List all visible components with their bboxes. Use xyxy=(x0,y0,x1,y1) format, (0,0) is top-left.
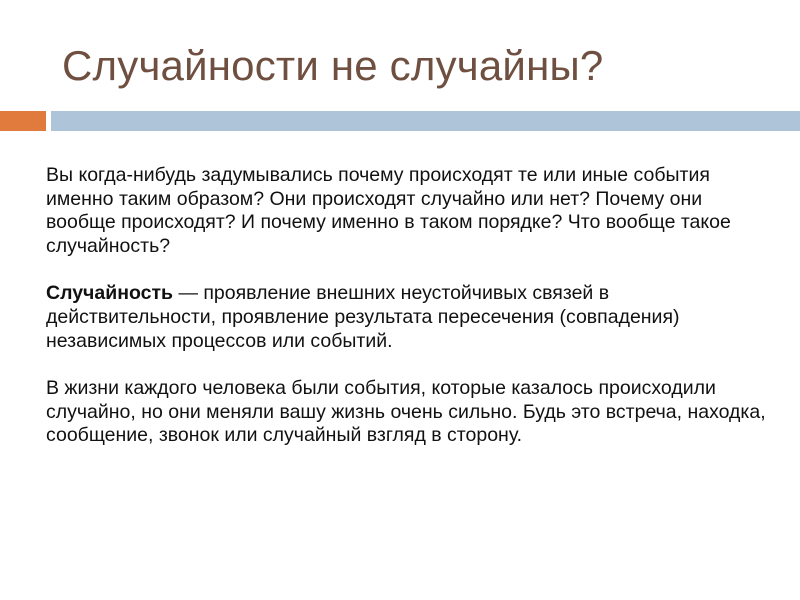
slide-title: Случайности не случайны? xyxy=(62,42,604,89)
paragraph-definition xyxy=(46,282,776,353)
paragraph-intro: Вы когда-нибудь задумывались почему происходят те или иные события именно таким образом? Они происходят случайно или нет? Почему они вообще происходят? И почему именно в таком порядке? Что вообще такое случайность? xyxy=(46,164,731,257)
title-accent-bar xyxy=(0,111,46,131)
paragraph-life-events: В жизни каждого человека были события, которые казалось происходили случайно, но они меняли вашу жизнь очень сильно. Будь это встреча, находка, сообщение, звонок или случайный взгляд в сторону. xyxy=(46,377,766,447)
definition-term: Случайность xyxy=(46,282,174,305)
slide-body xyxy=(46,164,776,472)
title-divider-band xyxy=(51,111,800,131)
definition-text: — проявление внешних неустойчивых связей в действительности, проявление результата пересечения (совпадения) независимых процессов или событий. xyxy=(46,282,680,352)
